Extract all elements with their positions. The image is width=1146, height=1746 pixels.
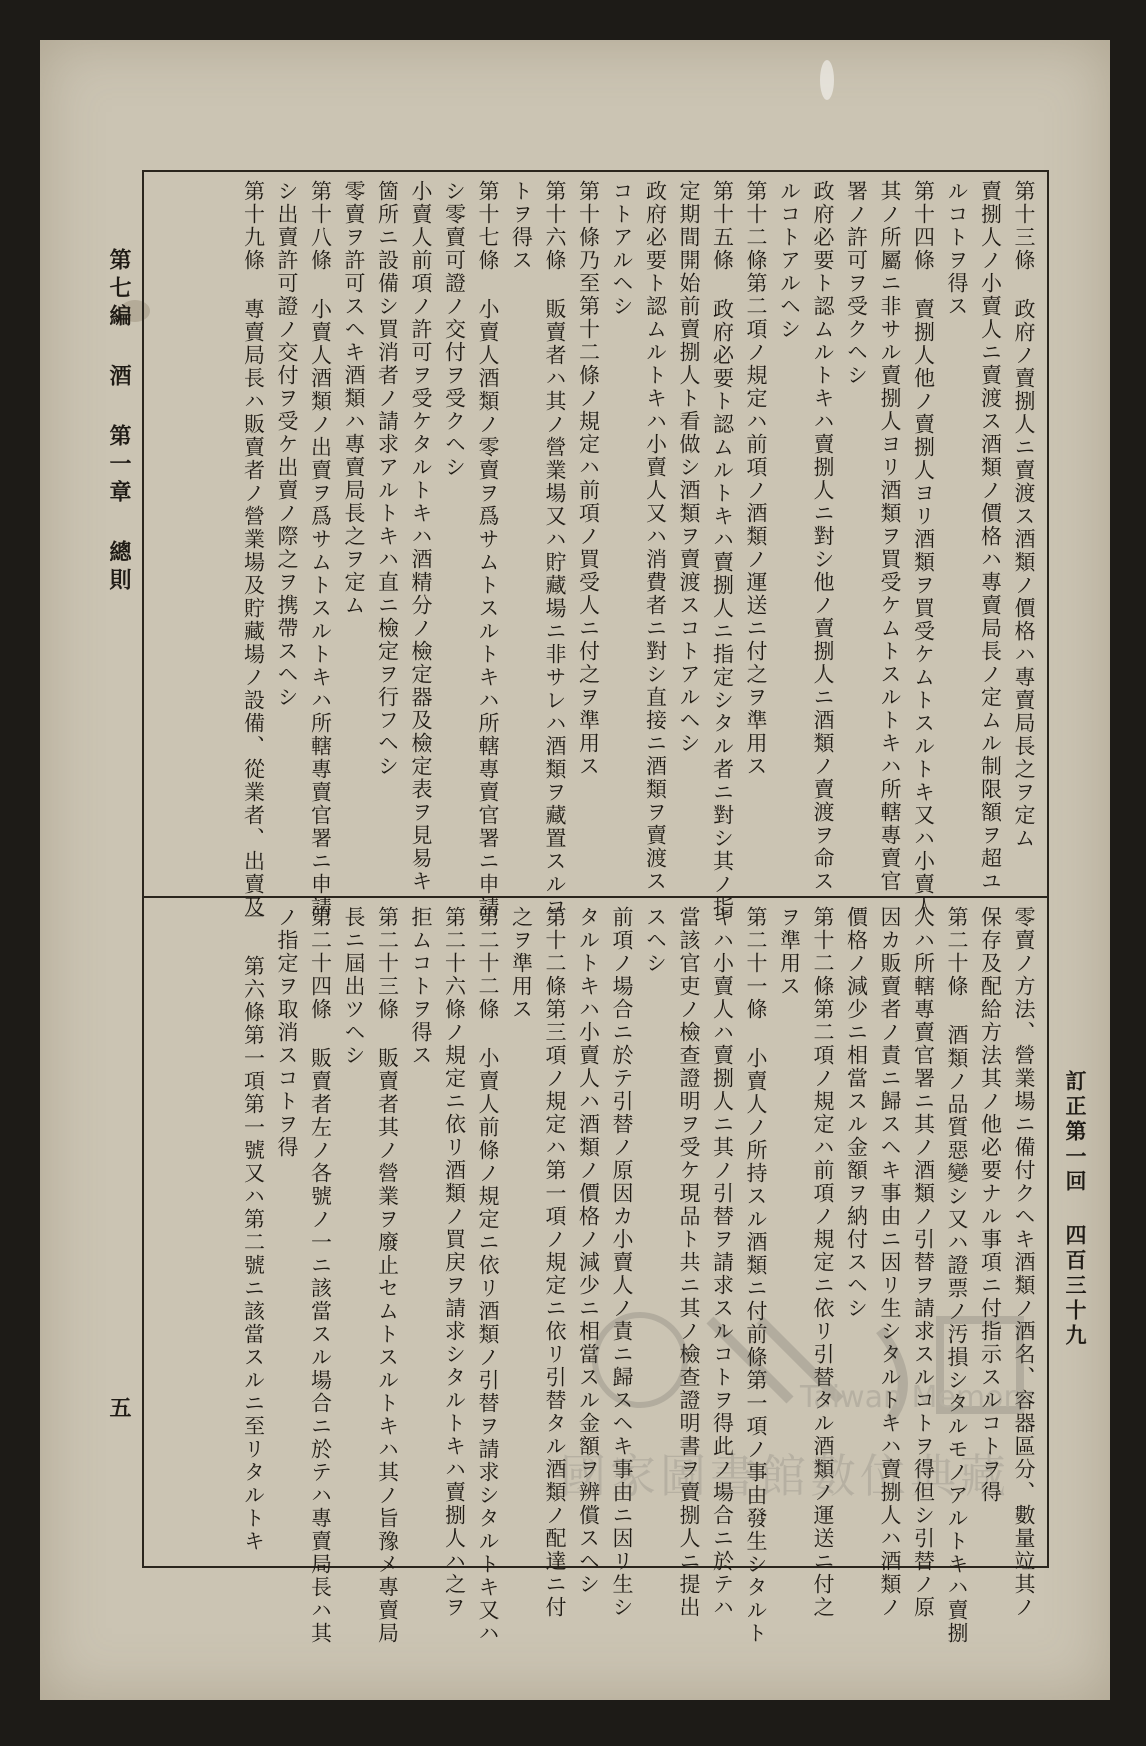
upper-column: 政府必要ト認ムルトキハ小賣人又ハ消費者ニ對シ直接ニ酒類ヲ賣渡ス xyxy=(643,180,668,893)
lower-column: 因カ販賣者ノ責ニ歸スヘキ事由ニ因リ生シタルトキハ賣捌人ハ酒類ノ xyxy=(878,906,902,1619)
lower-column: 第二十四條 販賣者左ノ各號ノ一ニ該當スル場合ニ於テハ專賣局長ハ其 xyxy=(308,906,333,1645)
lower-column: 第二十二條 小賣人前條ノ規定ニ依リ酒類ノ引替ヲ請求シタルトキ又ハ xyxy=(476,906,500,1645)
upper-column: 第十四條 賣捌人他ノ賣捌人ヨリ酒類ヲ買受ケムトスルトキ又ハ小賣人 xyxy=(911,180,936,919)
upper-column: 賣捌人ノ小賣人ニ賣渡ス酒類ノ價格ハ專賣局長ノ定ムル制限額ヲ超ユ xyxy=(978,180,1003,893)
upper-column: 箇所ニ設備シ買消者ノ請求アルトキハ直ニ檢定ヲ行フヘシ xyxy=(375,180,400,778)
lower-column: 人ハ所轄專賣官署ニ其ノ酒類ノ引替ヲ請求スルコトヲ得但シ引替ノ原 xyxy=(911,906,936,1619)
lower-column: タルトキハ小賣人ハ酒類ノ價格ノ減少ニ相當スル金額ヲ辨償スヘシ xyxy=(576,906,601,1596)
lower-column: 第二十一條 小賣人ノ所持スル酒類ニ付前條第一項ノ事由發生シタルト xyxy=(744,906,768,1645)
upper-column: 第十六條 販賣者ハ其ノ營業場又ハ貯藏場ニ非サレハ酒類ヲ藏置スルコ xyxy=(543,180,567,919)
lower-column: 長ニ屆出ツヘシ xyxy=(342,906,366,1067)
lower-column: 價格ノ減少ニ相當スル金額ヲ納付スヘシ xyxy=(844,906,869,1320)
lower-column: ヲ準用ス xyxy=(777,906,802,998)
lower-column: キハ小賣人ハ賣捌人ニ其ノ引替ヲ請求スルコトヲ得此ノ場合ニ於テハ xyxy=(710,906,735,1619)
upper-column: ルコトアルヘシ xyxy=(777,180,802,341)
lower-column: 第二十三條 販賣者其ノ營業ヲ廢止セムトスルトキハ其ノ旨豫メ專賣局 xyxy=(375,906,400,1645)
lower-column: 第二十條 酒類ノ品質惡變シ又ハ證票ノ汚損シタルモノアルトキハ賣捌 xyxy=(945,906,969,1645)
lower-column: 保存及配給方法其ノ他必要ナル事項ニ付指示スルコトヲ得 xyxy=(978,906,1003,1504)
page-number: 五 xyxy=(106,1396,132,1424)
lower-column: 前項ノ場合ニ於テ引替ノ原因カ小賣人ノ責ニ歸スヘキ事由ニ因リ生シ xyxy=(610,906,634,1619)
lower-column: ノ指定ヲ取消スコトヲ得 xyxy=(275,906,299,1159)
lower-column: 第二十六條ノ規定ニ依リ酒類ノ買戻ヲ請求シタルトキハ賣捌人ハ之ヲ xyxy=(442,906,467,1619)
upper-column: ルコトヲ得ス xyxy=(945,180,969,318)
upper-column: 第十五條 政府必要ト認ムルトキハ賣捌人ニ指定シタル者ニ對シ其ノ指 xyxy=(710,180,735,919)
upper-column: 零賣ヲ許可スヘキ酒類ハ專賣局長之ヲ定ム xyxy=(342,180,366,617)
lower-column: 零賣ノ方法、營業場ニ備付クヘキ酒類ノ酒名、容器區分、數量竝其ノ xyxy=(1012,906,1036,1619)
upper-column: 第十二條第二項ノ規定ハ前項ノ酒類ノ運送ニ付之ヲ準用ス xyxy=(744,180,768,778)
upper-column: 小賣人前項ノ許可ヲ受ケタルトキハ酒精分ノ檢定器及檢定表ヲ見易キ xyxy=(409,180,433,893)
header-left-chapter: 第七編 酒 第一章 總則 xyxy=(106,248,132,596)
upper-column: 第十七條 小賣人酒類ノ零賣ヲ爲サムトスルトキハ所轄專賣官署ニ申請 xyxy=(476,180,500,919)
upper-column: 定期間開始前賣捌人ト看做シ酒類ヲ賣渡スコトアルヘシ xyxy=(677,180,701,755)
upper-column: 政府必要ト認ムルトキハ賣捌人ニ對シ他ノ賣捌人ニ酒類ノ賣渡ヲ命ス xyxy=(811,180,835,893)
lower-column: スヘシ xyxy=(643,906,668,975)
lower-column: 第十二條第三項ノ規定ハ第一項ノ規定ニ依リ引替タル酒類ノ配達ニ付 xyxy=(543,906,567,1619)
lower-column: 一 第六條第一項第一號又ハ第二號ニ該當スルニ至リタルトキ xyxy=(241,906,266,1553)
upper-column: 第十三條 政府ノ賣捌人ニ賣渡ス酒類ノ價格ハ專賣局長之ヲ定ム xyxy=(1012,180,1036,850)
lower-column: 當該官吏ノ檢查證明ヲ受ケ現品ト共ニ其ノ檢查證明書ヲ賣捌人ニ提出 xyxy=(677,906,701,1619)
upper-column: 第十九條 專賣局長ハ販賣者ノ營業場及貯藏場ノ設備、從業者、出賣及 xyxy=(241,180,266,919)
upper-column: シ零賣可證ノ交付ヲ受クヘシ xyxy=(442,180,467,479)
upper-column: 其ノ所屬ニ非サル賣捌人ヨリ酒類ヲ買受ケムトスルトキハ所轄專賣官 xyxy=(878,180,902,893)
upper-column: シ出賣許可證ノ交付ヲ受ケ出賣ノ際之ヲ携帶スヘシ xyxy=(275,180,299,709)
lower-column: 拒ムコトヲ得ス xyxy=(409,906,433,1067)
upper-column: トヲ得ス xyxy=(509,180,534,272)
upper-column: 署ノ許可ヲ受クヘシ xyxy=(844,180,869,387)
lower-column: 之ヲ準用ス xyxy=(509,906,534,1021)
upper-column: 第十八條 小賣人酒類ノ出賣ヲ爲サムトスルトキハ所轄專賣官署ニ申請 xyxy=(308,180,333,919)
header-right-revision: 訂正第一回 四百三十九 xyxy=(1063,1070,1088,1349)
lower-column: 第十二條第二項ノ規定ハ前項ノ規定ニ依リ引替タル酒類ノ運送ニ付之 xyxy=(811,906,835,1619)
paper-mark xyxy=(820,60,834,100)
upper-column: コトアルヘシ xyxy=(610,180,634,318)
upper-column: 第十條乃至第十二條ノ規定ハ前項ノ買受人ニ付之ヲ準用ス xyxy=(576,180,601,778)
